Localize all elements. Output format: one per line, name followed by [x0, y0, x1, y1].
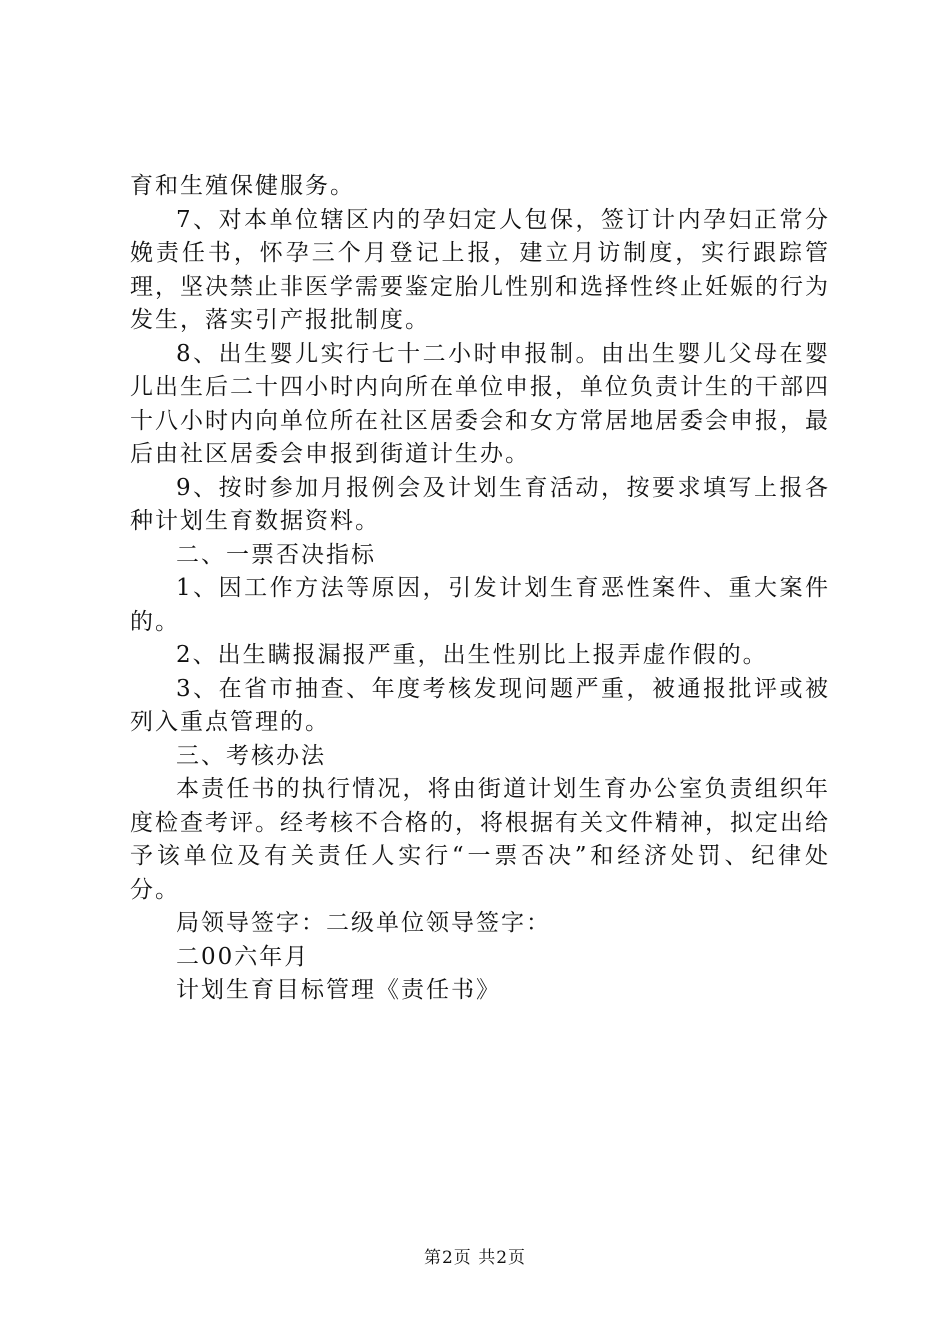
- paragraph: 9、按时参加月报例会及计划生育活动，按要求填写上报各种计划生育数据资料。: [130, 474, 830, 534]
- paragraph: 8、出生婴儿实行七十二小时申报制。由出生婴儿父母在婴儿出生后二十四小时内向所在单位申报，单位负责计生的干部四十八小时内向单位所在社区居委会和女方常居地居委会申报，最后由社区居委会申报到街道计生办。: [130, 340, 830, 467]
- document-title-line: 计划生育目标管理《责任书》: [176, 977, 501, 1003]
- page-number-footer: 第2页 共2页: [423, 1248, 527, 1268]
- paragraph: 3、在省市抽查、年度考核发现问题严重，被通报批评或被列入重点管理的。: [130, 675, 830, 735]
- signature-line: 局领导签字：二级单位领导签字：: [176, 910, 551, 936]
- date-line: 二00六年月: [176, 943, 310, 970]
- section-heading: 二、一票否决指标: [176, 541, 376, 568]
- paragraph: 1、因工作方法等原因，引发计划生育恶性案件、重大案件的。: [130, 575, 830, 635]
- paragraph: 2、出生瞒报漏报严重，出生性别比上报弄虚作假的。: [176, 642, 768, 668]
- paragraph: 7、对本单位辖区内的孕妇定人包保，签订计内孕妇正常分娩责任书，怀孕三个月登记上报，建立月访制度，实行跟踪管理，坚决禁止非医学需要鉴定胎儿性别和选择性终止妊娠的行为发生，落实引产报批制度。: [130, 206, 830, 333]
- paragraph: 本责任书的执行情况，将由街道计划生育办公室负责组织年度检查考评。经考核不合格的，将根据有关文件精神，拟定出给予该单位及有关责任人实行“一票否决”和经济处罚、纪律处分。: [130, 776, 830, 903]
- paragraph: 育和生殖保健服务。: [130, 173, 355, 199]
- document-body: [130, 170, 830, 1008]
- section-heading: 三、考核办法: [176, 742, 326, 769]
